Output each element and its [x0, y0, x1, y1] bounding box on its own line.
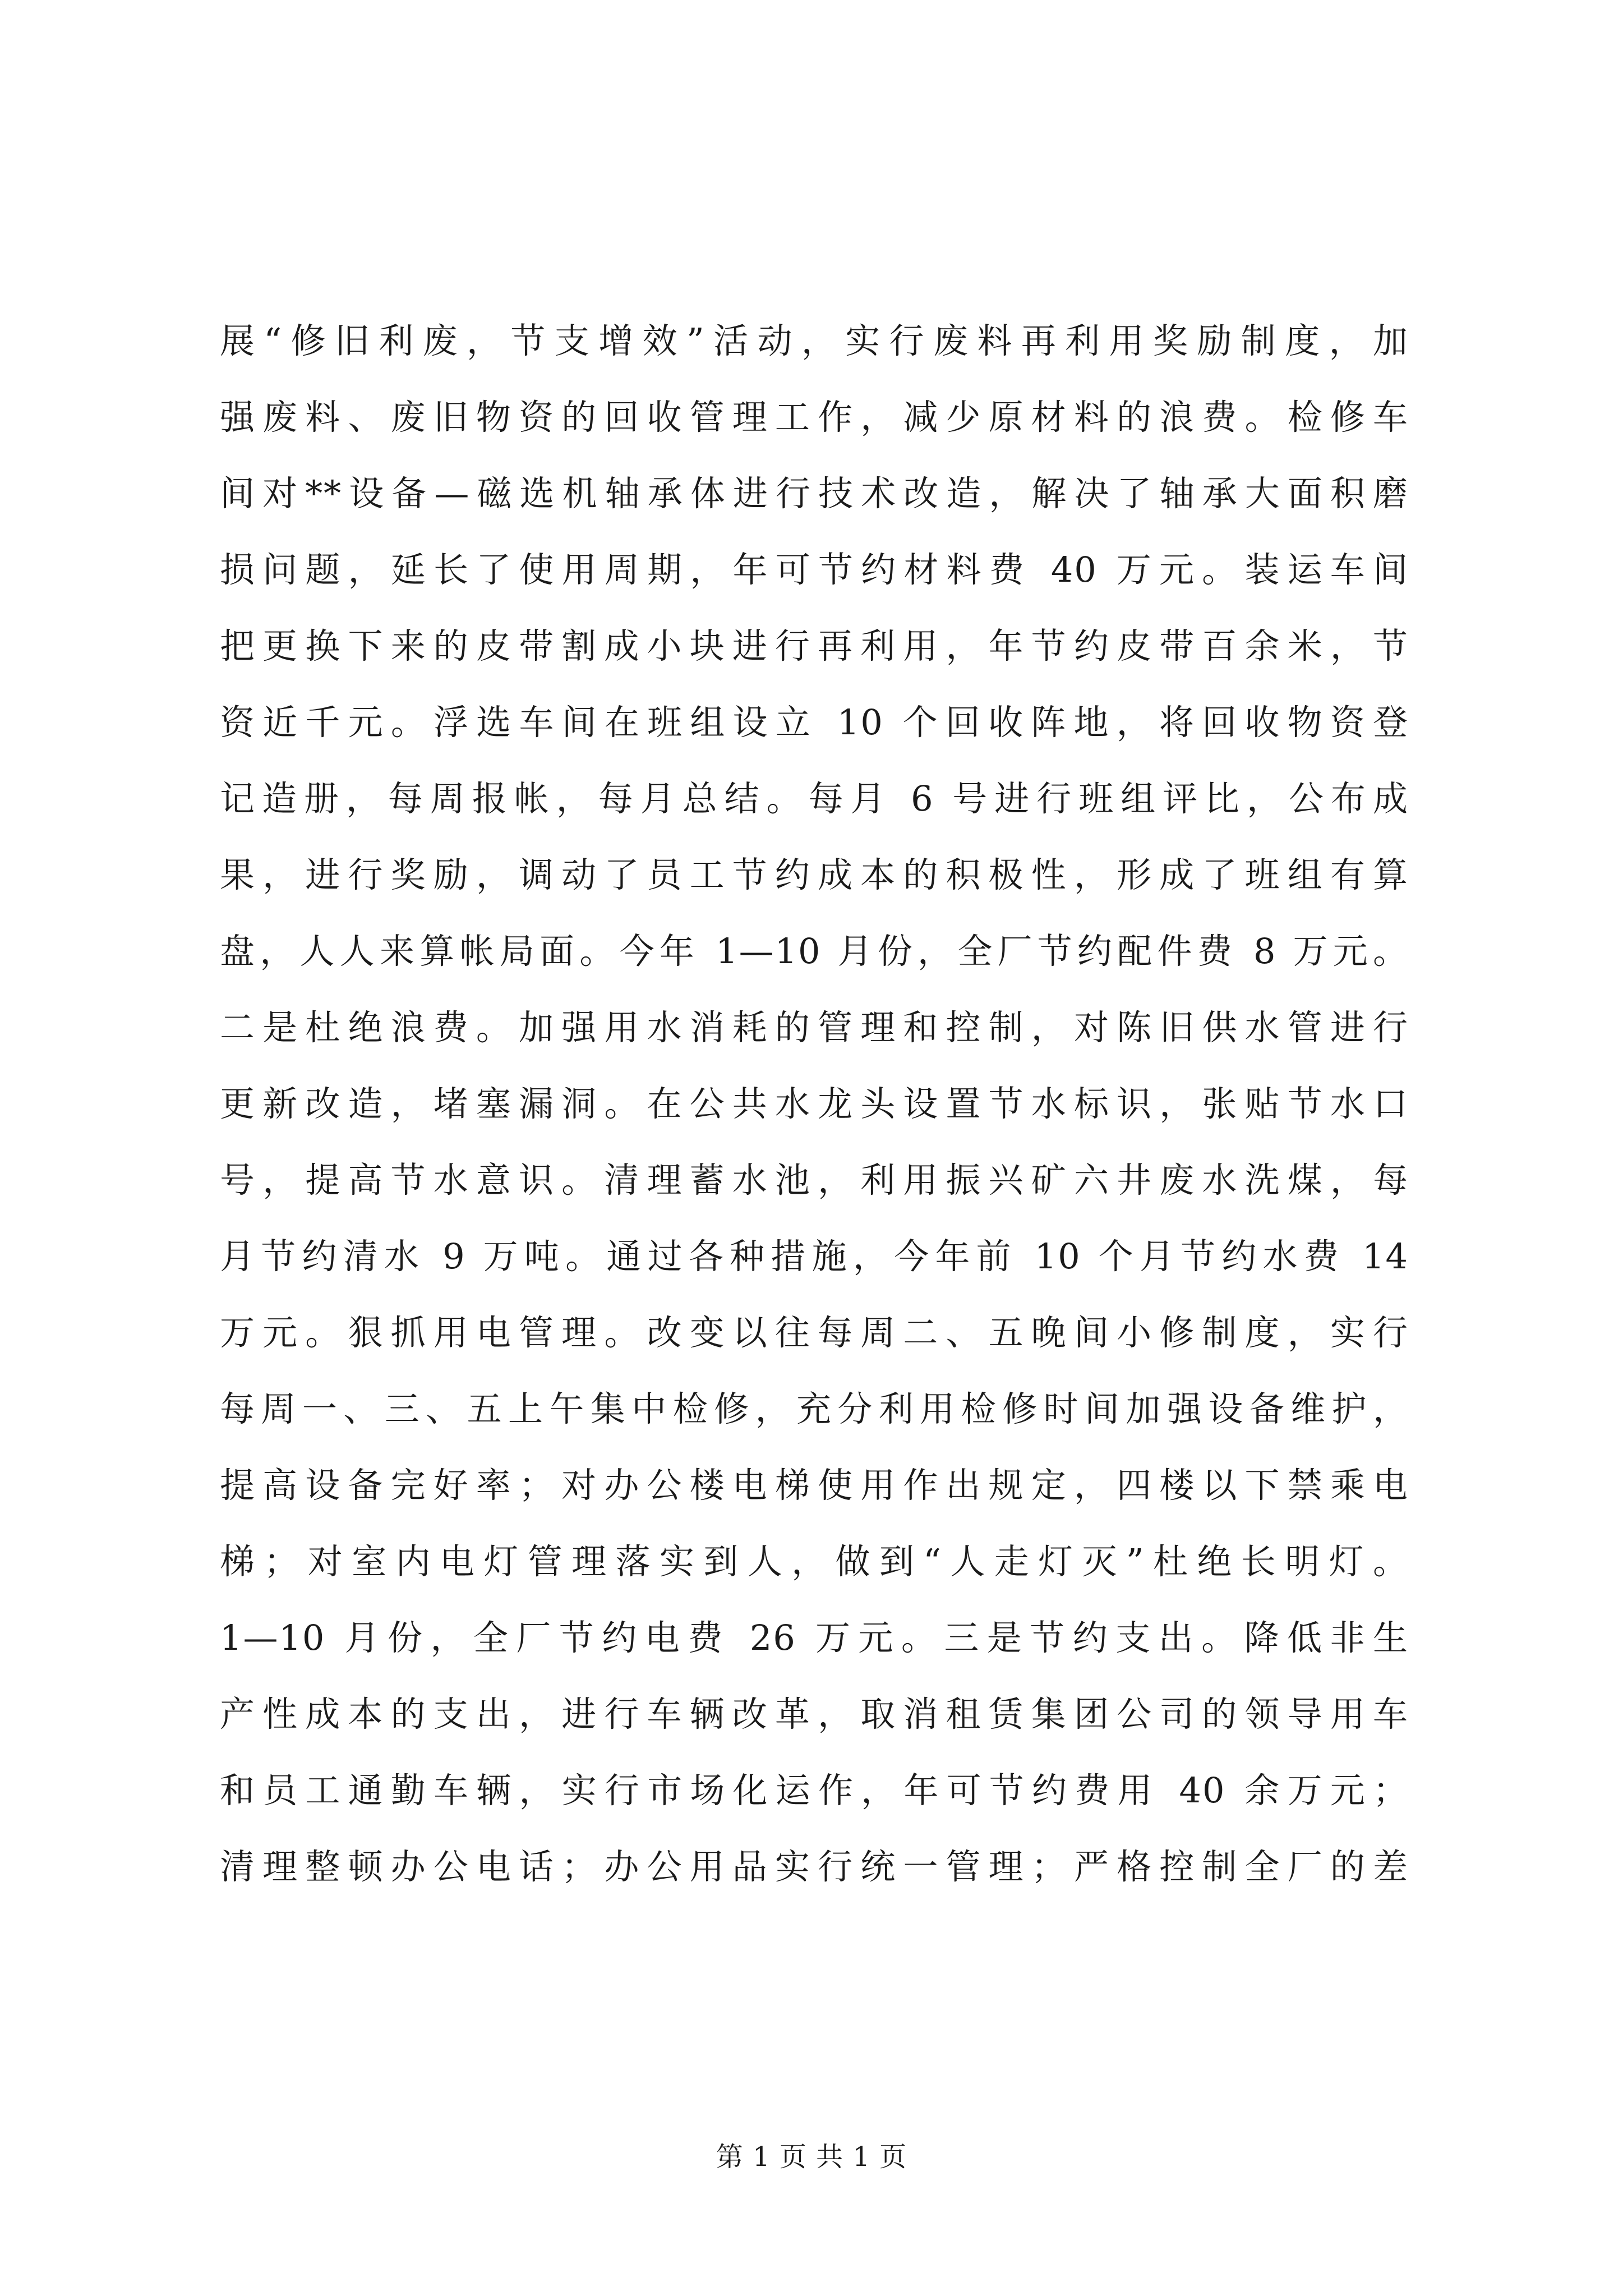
text-line: 记造册，每周报帐，每月总结。每月 6 号进行班组评比，公布成 — [220, 778, 1409, 819]
page-footer: 第 1 页 共 1 页 — [716, 2141, 907, 2173]
text-line: 号，提高节水意识。清理蓄水池，利用振兴矿六井废水洗煤，每 — [220, 1159, 1409, 1200]
text-line: 每周一、三、五上午集中检修，充分利用检修时间加强设备维护， — [220, 1388, 1409, 1429]
text-line: 展“修旧利废，节支增效”活动，实行废料再利用奖励制度，加 — [220, 320, 1409, 361]
text-line: 梯；对室内电灯管理落实到人，做到“人走灯灭”杜绝长明灯。 — [220, 1541, 1409, 1582]
text-line: 果，进行奖励，调动了员工节约成本的积极性，形成了班组有算 — [220, 854, 1409, 895]
text-line: 损问题，延长了使用周期，年可节约材料费 40 万元。装运车间 — [220, 549, 1409, 590]
text-line: 和员工通勤车辆，实行市场化运作，年可节约费用 40 余万元； — [220, 1770, 1409, 1811]
text-line: 提高设备完好率；对办公楼电梯使用作出规定，四楼以下禁乘电 — [220, 1465, 1409, 1506]
text-line: 盘，人人来算帐局面。今年 1—10 月份，全厂节约配件费 8 万元。 — [220, 931, 1409, 972]
text-line: 强废料、废旧物资的回收管理工作，减少原材料的浪费。检修车 — [220, 397, 1409, 438]
document-body — [220, 303, 1409, 1905]
text-line: 更新改造，堵塞漏洞。在公共水龙头设置节水标识，张贴节水口 — [220, 1083, 1409, 1124]
text-line: 二是杜绝浪费。加强用水消耗的管理和控制，对陈旧供水管进行 — [220, 1007, 1409, 1048]
text-line: 间对**设备—磁选机轴承体进行技术改造，解决了轴承大面积磨 — [220, 473, 1409, 514]
text-line: 产性成本的支出，进行车辆改革，取消租赁集团公司的领导用车 — [220, 1694, 1409, 1734]
text-line: 清理整顿办公电话；办公用品实行统一管理；严格控制全厂的差 — [220, 1846, 1409, 1887]
text-line: 把更换下来的皮带割成小块进行再利用，年节约皮带百余米，节 — [220, 625, 1409, 666]
text-line: 资近千元。浮选车间在班组设立 10 个回收阵地，将回收物资登 — [220, 702, 1409, 743]
text-line: 月节约清水 9 万吨。通过各种措施，今年前 10 个月节约水费 14 — [220, 1236, 1409, 1277]
text-line: 1—10 月份，全厂节约电费 26 万元。三是节约支出。降低非生 — [220, 1617, 1409, 1658]
text-line: 万元。狠抓用电管理。改变以往每周二、五晚间小修制度，实行 — [220, 1312, 1409, 1353]
